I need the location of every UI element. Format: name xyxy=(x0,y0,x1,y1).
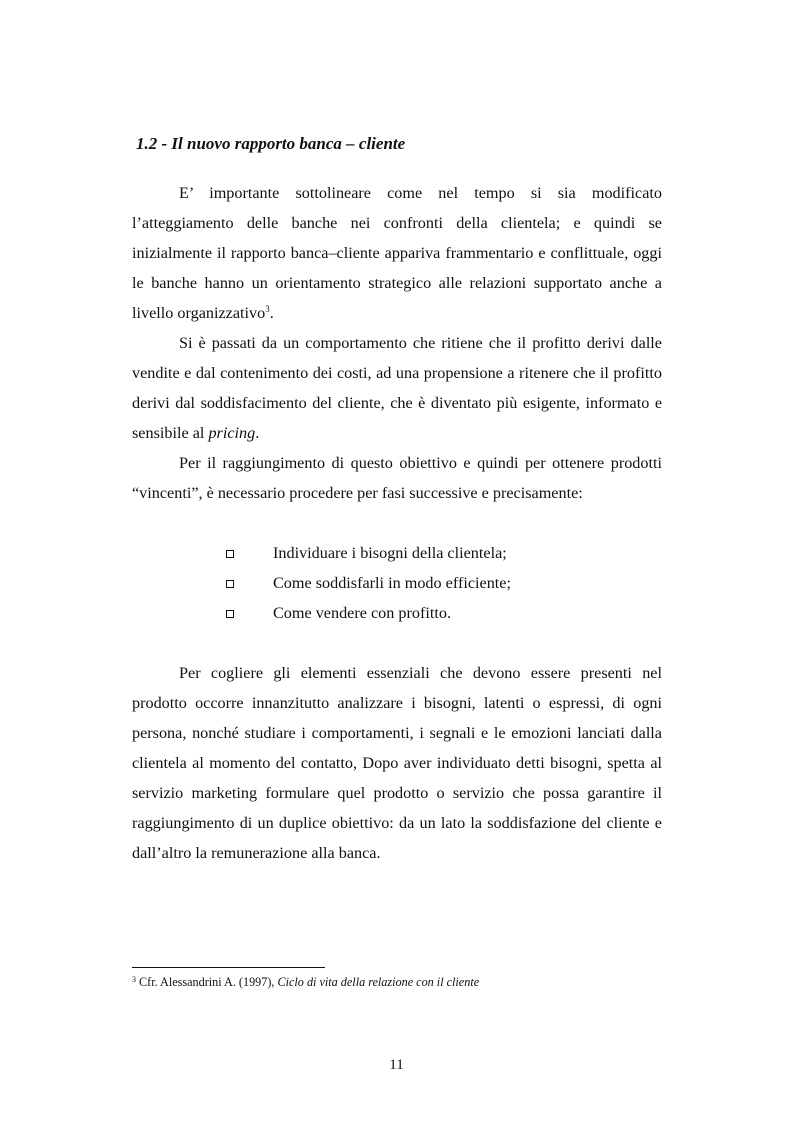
bullet-list xyxy=(226,538,511,628)
paragraph-1-text: E’ importante sottolineare come nel tempo si sia modificato l’atteggiamento delle banche nei confronti della clientela; e quindi se inizialmente il rapporto banca–cliente appariva frammentario e conflittuale, oggi le banche hanno un orientamento strategico alle relazioni supportato anche a livello organizzativo xyxy=(132,184,662,322)
list-item xyxy=(226,598,511,628)
paragraph-3: Per il raggiungimento di questo obiettivo e quindi per ottenere prodotti “vincenti”, è necessario procedere per fasi successive e precisamente: xyxy=(132,454,662,502)
square-bullet-icon xyxy=(226,580,234,588)
paragraph-1 xyxy=(132,178,662,328)
page-number: 11 xyxy=(389,1057,404,1073)
footnote-reference[interactable]: 3 xyxy=(265,304,270,314)
paragraph-2-emphasis: pricing xyxy=(208,424,256,442)
list-item xyxy=(226,568,511,598)
section-title: 1.2 - Il nuovo rapporto banca – cliente xyxy=(136,134,406,153)
footnote-title: Ciclo di vita della relazione con il cliente xyxy=(277,975,480,989)
footnote xyxy=(132,974,479,990)
list-item xyxy=(226,538,511,568)
list-item-text: Come vendere con profitto. xyxy=(273,604,452,622)
paragraph-1-end: . xyxy=(269,304,274,322)
footnote-text: Cfr. Alessandrini A. (1997), xyxy=(136,975,278,989)
paragraph-2-text: Si è passati da un comportamento che ritiene che il profitto derivi dalle vendite e dal contenimento dei costi, ad una propensione a ritenere che il profitto derivi dal soddisfacimento del cliente, che è diventato più esigente, informato e sensibile al xyxy=(132,334,662,442)
paragraph-2 xyxy=(132,328,662,448)
list-item-text: Individuare i bisogni della clientela; xyxy=(273,544,507,562)
paragraph-2-end: . xyxy=(255,424,260,442)
square-bullet-icon xyxy=(226,610,234,618)
paragraph-4: Per cogliere gli elementi essenziali che devono essere presenti nel prodotto occorre innanzitutto analizzare i bisogni, latenti o espressi, di ogni persona, nonché studiare i comportamenti, i segnali e le emozioni lanciati dalla clientela al momento del contatto, Dopo aver individuato detti bisogni, spetta al servizio marketing formulare quel prodotto o servizio che possa garantire il raggiungimento di un duplice obiettivo: da un lato la soddisfazione del cliente e dall’altro la remunerazione alla banca. xyxy=(132,664,662,862)
footnote-divider xyxy=(132,967,325,968)
list-item-text: Come soddisfarli in modo efficiente; xyxy=(273,574,511,592)
square-bullet-icon xyxy=(226,550,234,558)
footnote-number: 3 xyxy=(132,975,136,984)
